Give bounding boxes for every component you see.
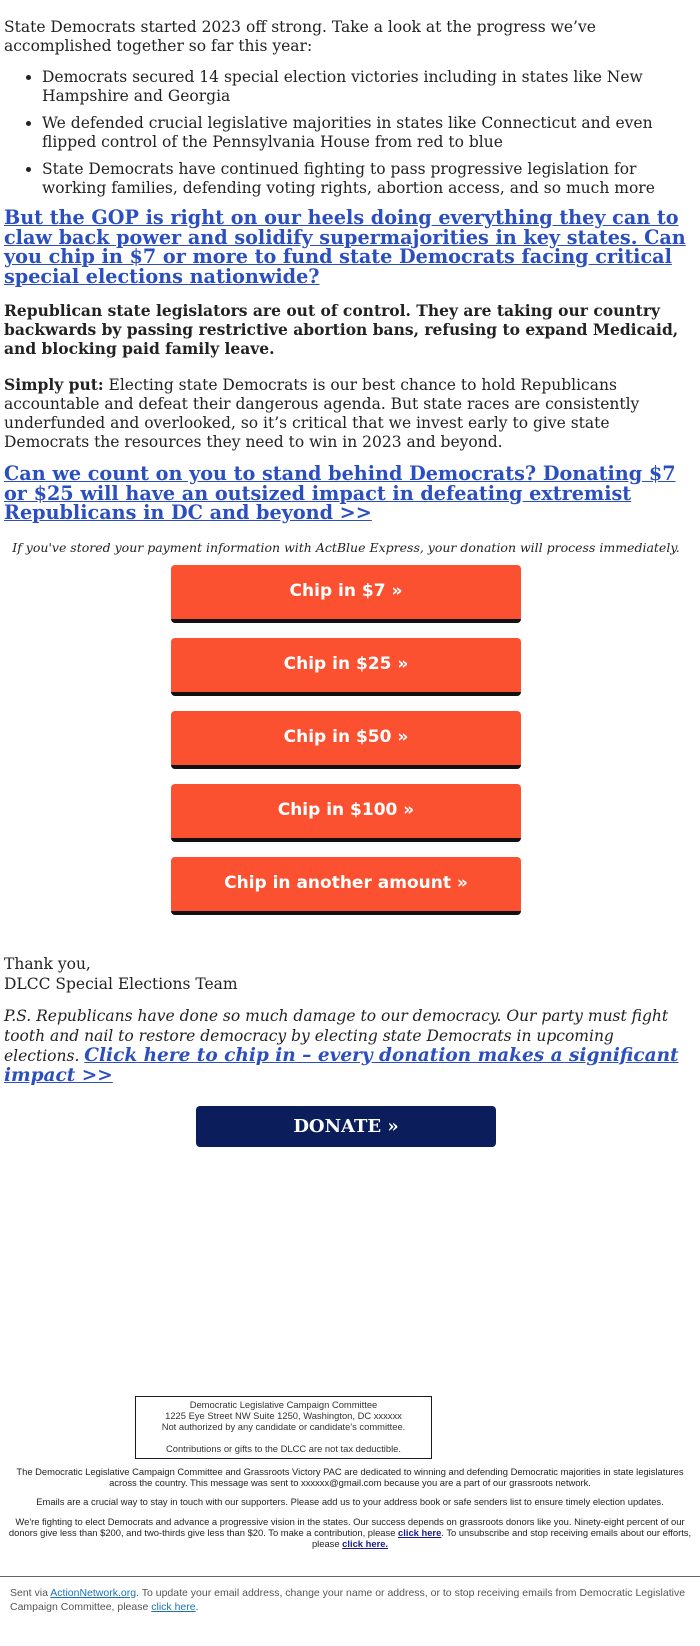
donate-wrap [4, 1106, 688, 1147]
sent-via-text: Sent via [10, 1587, 51, 1599]
fine-donors-text: We're fighting to elect Democrats and advance a progressive vision in the states. Our success depends on grassroots donors like you. Ninety-eight percent of our donors give less than $200, and two-thirds give less than $20. To make a contribution, please [8, 1516, 685, 1538]
chip-in-buttons [4, 565, 688, 930]
progress-list [4, 68, 688, 198]
simply-put-label: Simply put: [4, 375, 104, 394]
fine-print-donors [8, 1516, 692, 1549]
ps-paragraph [4, 1006, 688, 1086]
signoff [4, 954, 688, 994]
list-item: • Democrats secured 14 special election victories including in states like New Hampshire and Georgia [42, 68, 688, 106]
thanks-line: Thank you, [4, 954, 91, 973]
ps-text: P.S. Republicans have done so much damage to our democracy. Our party must fight tooth and nail to restore democracy by electing state Democrats in upcoming elections. [4, 1006, 669, 1065]
ps-chip-in-link[interactable]: Click here to chip in – every donation makes a significant impact >> [4, 1044, 679, 1086]
donate-button[interactable]: DONATE » [196, 1106, 496, 1147]
chip-in-other-amount-button[interactable]: Chip in another amount » [171, 857, 521, 915]
chip-in-100-button[interactable]: Chip in $100 » [171, 784, 521, 842]
fine-print-emails: Emails are a crucial way to stay in touch with our supporters. Please add us to your address book or safe senders list to ensure timely election updates. [36, 1496, 664, 1507]
chip-in-25-button[interactable]: Chip in $25 » [171, 638, 521, 696]
team-name: DLCC Special Elections Team [4, 974, 238, 993]
chip-in-50-button[interactable]: Chip in $50 » [171, 711, 521, 769]
footer-address-box [135, 1396, 432, 1459]
actblue-note: If you've stored your payment information with ActBlue Express, your donation will process immediately. [12, 539, 680, 555]
simply-put-paragraph [4, 375, 688, 452]
chip-in-7-button[interactable]: Chip in $7 » [171, 565, 521, 623]
footer-address: 1225 Eye Street NW Suite 1250, Washington, DC xxxxxx [165, 1410, 402, 1421]
intro-paragraph: State Democrats started 2023 off strong. Take a look at the progress we’ve accomplished together so far this year: [4, 18, 596, 55]
list-item: • We defended crucial legislative majorities in states like Connecticut and even flipped control of the Pennsylvania House from red to blue [42, 114, 688, 152]
unsubscribe-link[interactable]: click here. [342, 1538, 389, 1549]
footer-disclaimer: Not authorized by any candidate or candidate's committee. [161, 1421, 406, 1432]
update-preferences-link[interactable]: click here [151, 1601, 196, 1613]
sent-via-footer [10, 1586, 690, 1614]
republicans-paragraph: Republican state legislators are out of control. They are taking our country backwards by passing restrictive abortion bans, refusing to expand Medicaid, and blocking paid family leave. [4, 301, 679, 358]
footer-divider [0, 1576, 700, 1577]
count-on-you-link[interactable]: Can we count on you to stand behind Democrats? Donating $7 or $25 will have an outsized impact in defeating extremist Republicans in DC and beyond >> [4, 462, 676, 524]
contribute-link[interactable]: click here [398, 1527, 442, 1538]
sent-end: . [195, 1601, 199, 1613]
simply-put-text: Electing state Democrats is our best chance to hold Republicans accountable and defeat their dangerous agenda. But state races are consistently underfunded and overlooked, so it’s critical that we invest early to give state Democrats the resources they need to win in 2023 and beyond. [4, 376, 640, 451]
footer-org-name: Democratic Legislative Campaign Committee [189, 1399, 378, 1410]
fine-print-mission: The Democratic Legislative Campaign Committee and Grassroots Victory PAC are dedicated to winning and defending Democratic majorities in state legislatures across the country. This message was sent to xxxxxx@gmail.com because you are a part of our grassroots network. [16, 1466, 684, 1488]
gop-heels-link[interactable]: But the GOP is right on our heels doing everything they can to claw back power and solidify supermajorities in key states. Can you chip in $7 or more to fund state Democrats facing critical special elections nationwide? [4, 206, 686, 288]
list-item: • State Democrats have continued fighting to pass progressive legislation for working families, defending voting rights, abortion access, and so much more [42, 160, 688, 198]
footer-tax-note: Contributions or gifts to the DLCC are not tax deductible. [165, 1443, 402, 1454]
sent-update-text: . To update your email address, change your name or address, or to stop receiving emails from Democratic Legislative Campaign Committee, please [10, 1587, 686, 1613]
actionnetwork-link[interactable]: ActionNetwork.org [50, 1587, 137, 1599]
fine-unsubscribe-text: . To unsubscribe and stop receiving emails about our efforts, please [311, 1527, 692, 1549]
